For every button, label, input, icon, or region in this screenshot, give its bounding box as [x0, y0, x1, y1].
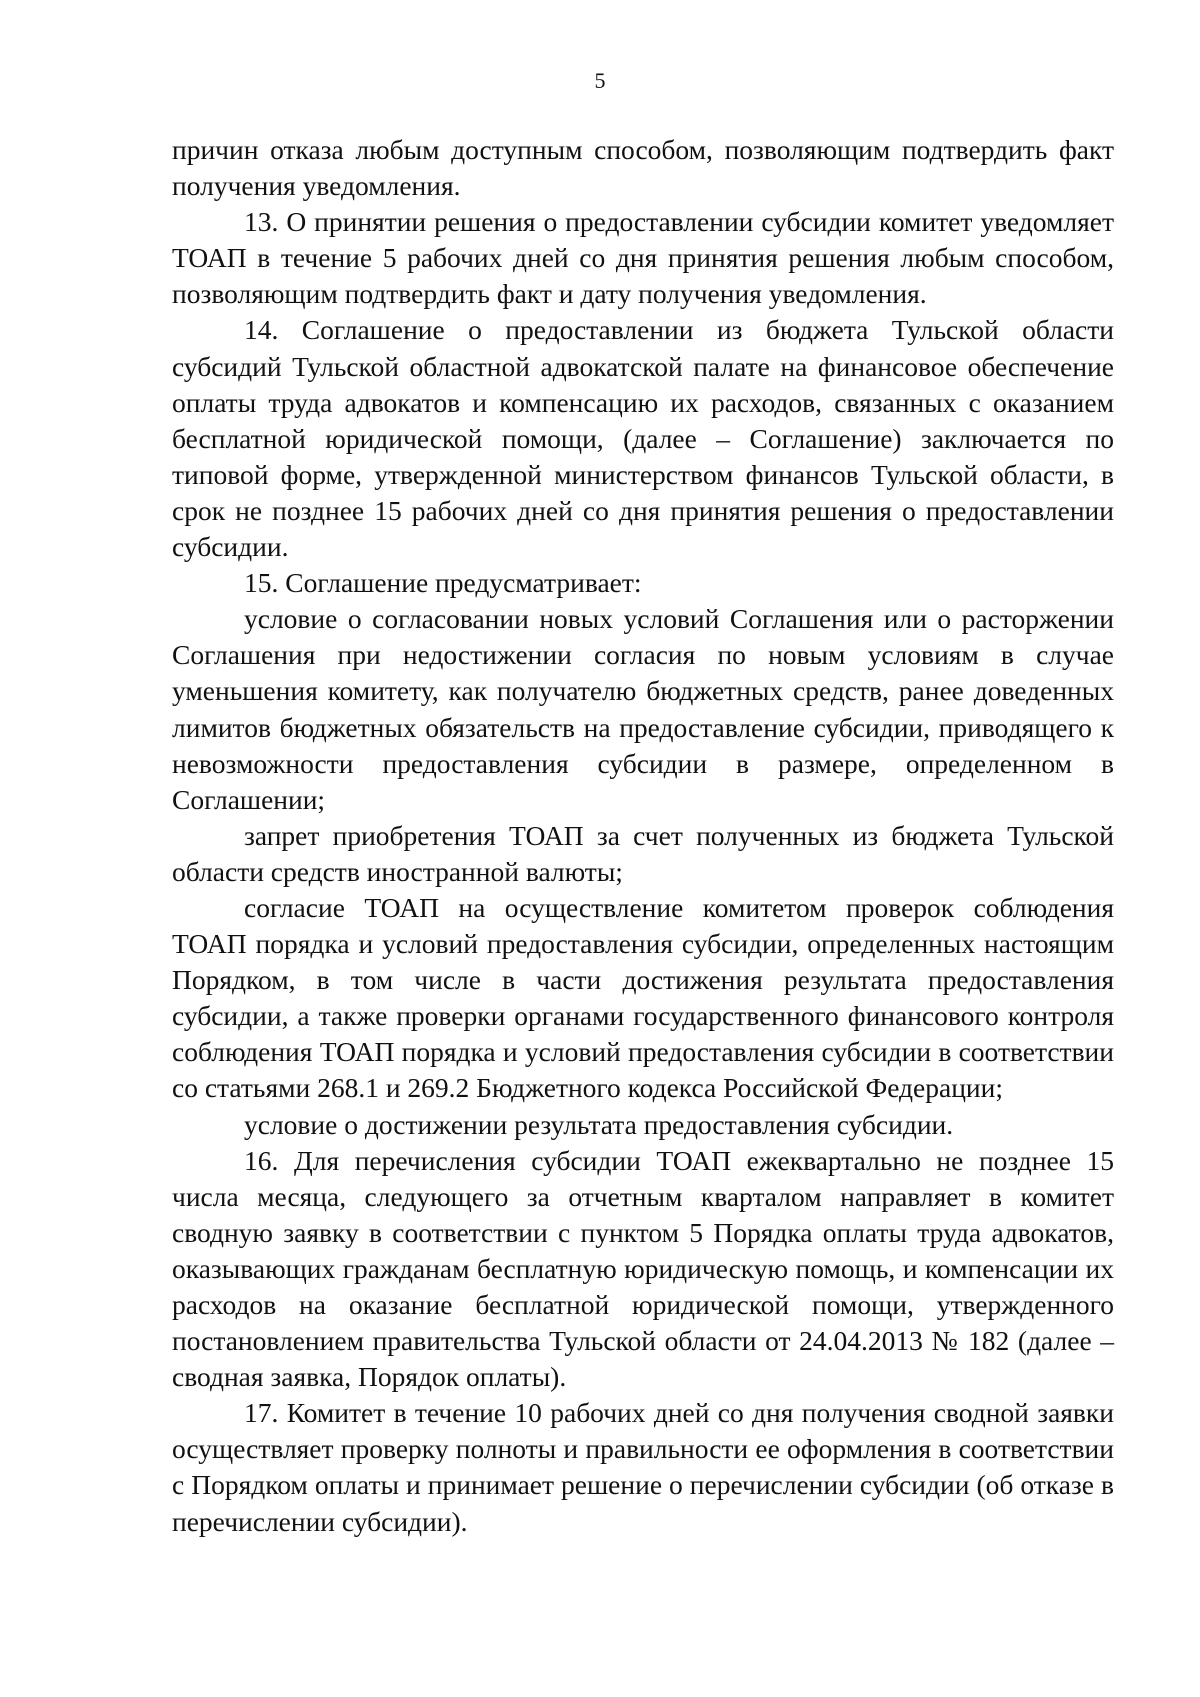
paragraph-15-condition-1: условие о согласовании новых условий Соглашения или о расторжении Соглашения при недостижении согласия по новым условиям в случае уменьшения комитету, как получателю бюджетных средств, ранее доведенных лимитов бюджетных обязательств на предоставление субсидии, приводящего к невозможности предоставления субсидии в размере, определенном в Соглашении;	[172, 603, 1114, 815]
paragraph-15-condition-4: условие о достижении результата предоставления субсидии.	[244, 1108, 954, 1140]
paragraph-15-condition-3: согласие ТОАП на осуществление комитетом проверок соблюдения ТОАП порядка и условий предоставления субсидии, определенных настоящим Порядком, в том числе в части достижения результата предоставления субсидии, а также проверки органами государственного финансового контроля соблюдения ТОАП порядка и условий предоставления субсидии в соответствии со статьями 268.1 и 269.2 Бюджетного кодекса Российской Федерации;	[172, 891, 1114, 1104]
paragraph-15: 15. Соглашение предусматривает:	[244, 567, 642, 599]
page-number: 5	[594, 68, 606, 93]
paragraph-15-condition-2: запрет приобретения ТОАП за счет полученных из бюджета Тульской области средств иностранной валюты;	[172, 819, 1114, 887]
paragraph-16: 16. Для перечисления субсидии ТОАП ежеквартально не позднее 15 числа месяца, следующего за отчетным кварталом направляет в комитет сводную заявку в соответствии с пунктом 5 Порядка оплаты труда адвокатов, оказывающих гражданам бесплатную юридическую помощь, и компенсации их расходов на оказание бесплатной юридической помощи, утвержденного постановлением правительства Тульской области от 24.04.2013 № 182 (далее – сводная заявка, Порядок оплаты).	[172, 1144, 1114, 1393]
paragraph-13: 13. О принятии решения о предоставлении субсидии комитет уведомляет ТОАП в течение 5 рабочих дней со дня принятия решения любым способом, позволяющим подтвердить факт и дату получения уведомления.	[172, 206, 1114, 310]
paragraph-17: 17. Комитет в течение 10 рабочих дней со дня получения сводной заявки осуществляет проверку полноты и правильности ее оформления в соответствии с Порядком оплаты и принимает решение о перечислении субсидии (об отказе в перечислении субсидии).	[172, 1397, 1114, 1537]
document-body	[172, 132, 1114, 1540]
paragraph-continuation: причин отказа любым доступным способом, позволяющим подтвердить факт получения уведомления.	[172, 134, 1114, 202]
paragraph-14: 14. Соглашение о предоставлении из бюджета Тульской области субсидий Тульской областной адвокатской палате на финансовое обеспечение оплаты труда адвокатов и компенсацию их расходов, связанных с оказанием бесплатной юридической помощи, (далее – Соглашение) заключается по типовой форме, утвержденной министерством финансов Тульской области, в срок не позднее 15 рабочих дней со дня принятия решения о предоставлении субсидии.	[172, 314, 1114, 563]
